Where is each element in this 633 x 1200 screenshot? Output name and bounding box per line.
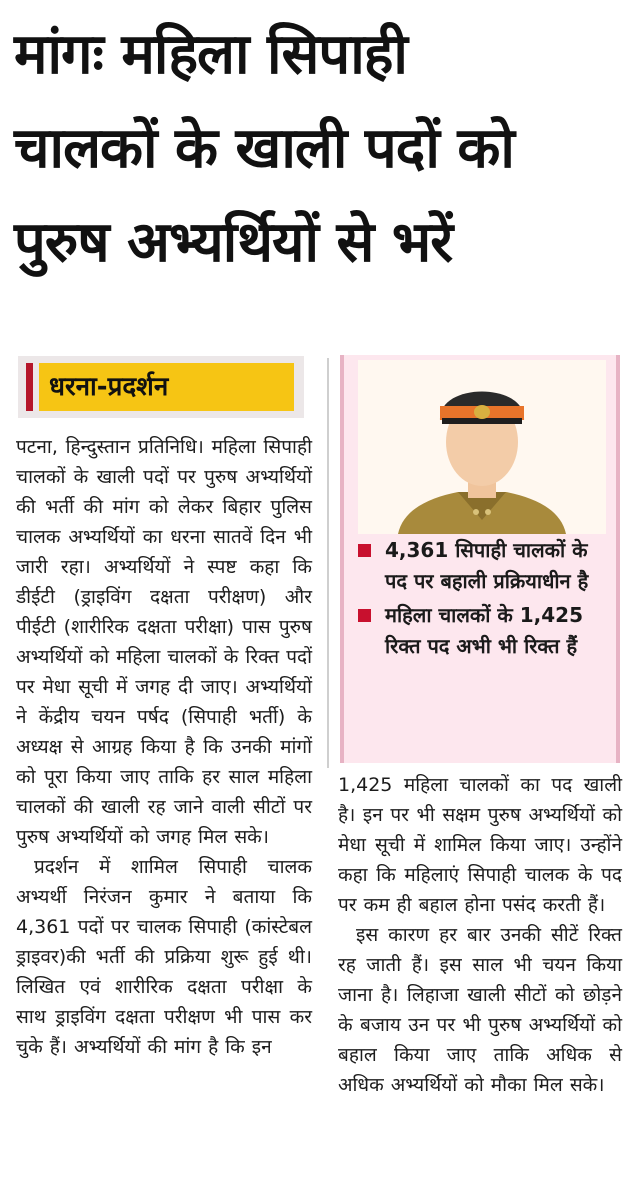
info-box (340, 355, 620, 763)
article-paragraph-3: 1,425 महिला चालकों का पद खाली है। इन पर भी सक्षम पुरुष अभ्यर्थियों को मेधा सूची में शामिल किया जाए। उन्होंने कहा कि महिलाएं सिपाही चालक के पद पर कम ही बहाल होना पसंद करती हैं। (338, 774, 622, 916)
column-divider (327, 358, 329, 768)
article-paragraph-2: प्रदर्शन में शामिल सिपाही चालक अभ्यर्थी निरंजन कुमार ने बताया कि 4,361 पदों पर चालक सिपाही (कांस्टेबल ड्राइवर)की भर्ती की प्रक्रिया शुरू हुई थी। लिखित एवं शारीरिक दक्षता परीक्षा के साथ ड्राइविंग दक्षता परीक्षण भी पास कर चुके हैं। अभ्यर्थियों की मांग है कि इन (16, 856, 312, 1058)
headline-line-3: पुरुष अभ्यर्थियों से भरें (14, 210, 453, 275)
info-bullet-text: महिला चालकों के 1,425 रिक्त पद अभी भी रिक्त हैं (385, 603, 583, 658)
article-column-left (16, 432, 312, 1062)
square-bullet-icon (358, 609, 371, 622)
tag-accent-bar (26, 363, 33, 411)
section-tag (18, 356, 304, 418)
info-bullets (358, 535, 612, 665)
article-paragraph-1: पटना, हिन्दुस्तान प्रतिनिधि। महिला सिपाही चालकों के खाली पदों पर पुरुष अभ्यर्थियों की भर्ती की मांग को लेकर बिहार पुलिस चालक अभ्यर्थियों का धरना सातवें दिन भी जारी रहा। अभ्यर्थियों ने स्पष्ट कहा कि डीईटी (ड्राइविंग दक्षता परीक्षण) और पीईटी (शारीरिक दक्षता परीक्षा) पास पुरुष अभ्यर्थियों को महिला चालकों के रिक्त पदों पर मेधा सूची में जगह दी जाए। अभ्यर्थियों ने केंद्रीय चयन पर्षद (सिपाही भर्ती) के अध्यक्ष से आग्रह किया है कि उनकी मांगों को पूरा किया जाए ताकि हर साल महिला चालकों की खाली रह जाने वाली सीटों पर पुरुष अभ्यर्थियों को जगह मिल सके। (16, 436, 312, 848)
info-bullet (358, 535, 612, 597)
info-bullet (358, 600, 612, 662)
tag-label: धरना-प्रदर्शन (39, 363, 294, 411)
headline-line-2: चालकों के खाली पदों को (14, 116, 514, 181)
article-paragraph-4: इस कारण हर बार उनकी सीटें रिक्त रह जाती हैं। इस साल भी चयन किया जाना है। लिहाजा खाली सीटों को छोड़ने के बजाय उन पर भी पुरुष अभ्यर्थियों को बहाल किया जाए ताकि अधिक से अधिक अभ्यर्थियों को मौका मिल सके। (338, 924, 622, 1096)
headline (14, 8, 624, 290)
constable-silhouette-icon (358, 360, 606, 534)
info-bullet-text: 4,361 सिपाही चालकों के पद पर बहाली प्रक्रियाधीन है (385, 538, 589, 593)
article-column-right (338, 770, 622, 1100)
square-bullet-icon (358, 544, 371, 557)
headline-line-1: मांगः महिला सिपाही (14, 22, 407, 87)
